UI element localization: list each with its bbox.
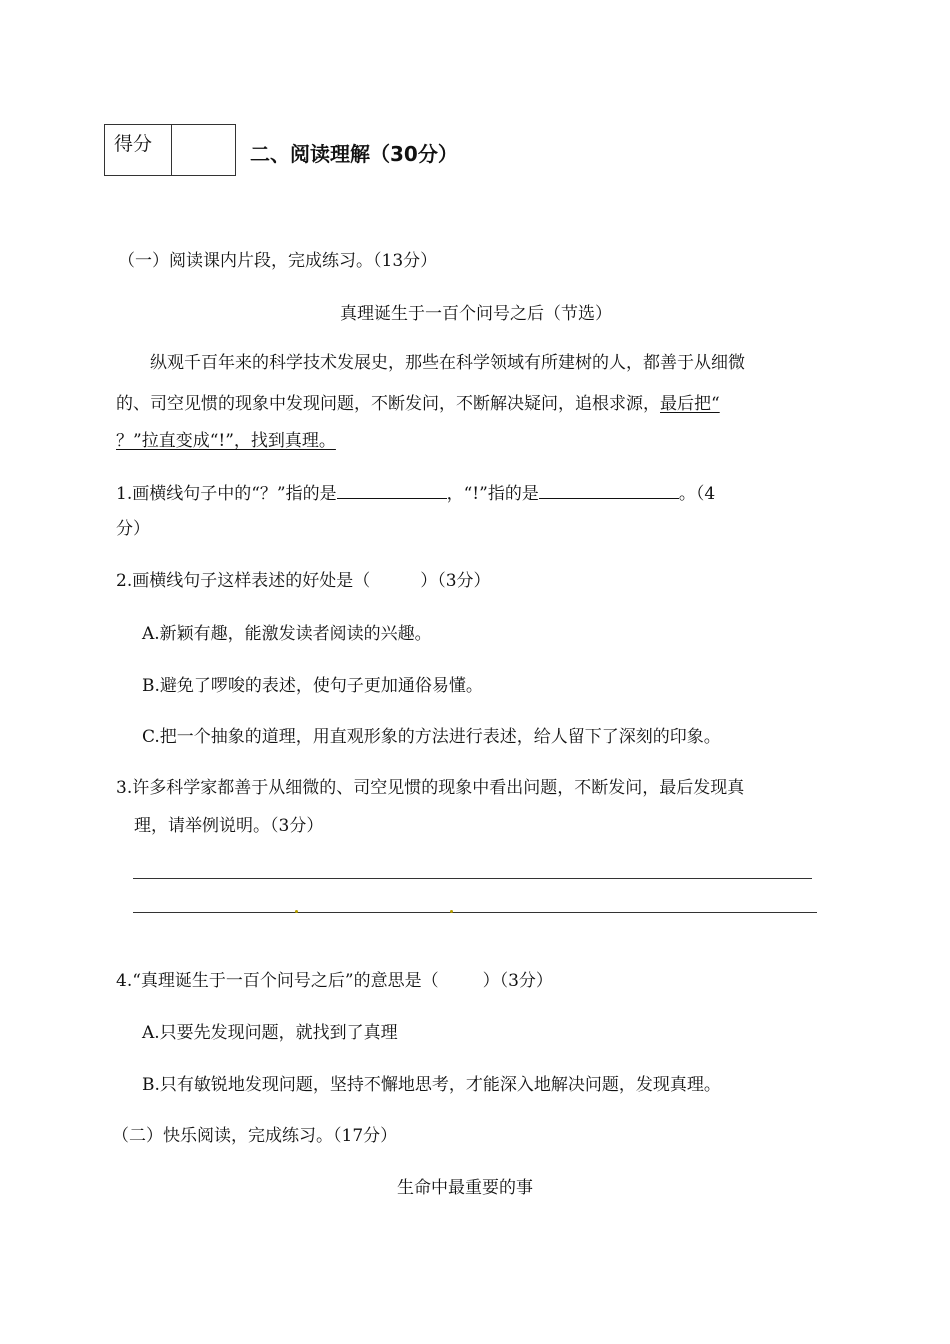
speck-mark	[295, 910, 298, 913]
q2-option-a: A.新颖有趣，能激发读者阅读的兴趣。	[142, 624, 432, 644]
q1-blank-2[interactable]	[539, 480, 679, 499]
question-2	[116, 566, 491, 591]
score-label: 得分	[114, 133, 153, 155]
passage-line-2-underlined: 最后把“	[660, 394, 720, 414]
q3-answer-line-2[interactable]	[133, 912, 817, 913]
part2-heading: （二）快乐阅读，完成练习。（17分）	[112, 1126, 398, 1146]
q2-text-b: ）（3分）	[420, 571, 491, 591]
q2-option-b: B.避免了啰唆的表述，使句子更加通俗易懂。	[142, 676, 483, 696]
section-title: 二、阅读理解（30分）	[250, 142, 458, 166]
q1-text-c: 。（4	[678, 484, 716, 504]
part1-passage-title: 真理诞生于一百个问号之后（节选）	[340, 304, 612, 324]
speck-mark	[450, 910, 453, 913]
q1-text-b: ，“!”指的是	[446, 484, 539, 504]
passage-line-2	[116, 389, 720, 414]
q4-option-a: A.只要先发现问题，就找到了真理	[142, 1023, 398, 1043]
passage-line-3-underlined: ？”拉直变成“!”，找到真理。	[116, 431, 336, 451]
q4-option-b: B.只有敏锐地发现问题，坚持不懈地思考，才能深入地解决问题，发现真理。	[142, 1075, 721, 1095]
part2-passage-title: 生命中最重要的事	[397, 1178, 533, 1198]
q4-text-b: ）（3分）	[482, 971, 553, 991]
passage-line-2-plain: 的、司空见惯的现象中发现问题，不断发问，不断解决疑问，追根求源，	[116, 394, 660, 414]
score-box	[104, 124, 236, 176]
question-4	[116, 966, 553, 991]
q3-line-2: 理，请举例说明。（3分）	[134, 816, 324, 836]
score-box-divider	[171, 125, 172, 175]
q3-answer-line-1[interactable]	[133, 878, 812, 879]
q3-line-1: 3.许多科学家都善于从细微的、司空见惯的现象中看出问题，不断发问，最后发现真	[116, 778, 745, 798]
q1-text-d: 分）	[116, 519, 150, 539]
q1-blank-1[interactable]	[337, 480, 447, 499]
question-1	[116, 479, 715, 504]
q2-option-c: C.把一个抽象的道理，用直观形象的方法进行表述，给人留下了深刻的印象。	[142, 727, 721, 747]
q4-text-a: 4.“真理诞生于一百个问号之后”的意思是（	[116, 971, 439, 991]
part1-heading: （一）阅读课内片段，完成练习。（13分）	[118, 251, 438, 271]
q2-text-a: 2.画横线句子这样表述的好处是（	[116, 571, 371, 591]
passage-line-1: 纵观千百年来的科学技术发展史，那些在科学领域有所建树的人，都善于从细微	[150, 353, 745, 373]
q1-text-a: 1.画横线句子中的“？”指的是	[116, 484, 337, 504]
